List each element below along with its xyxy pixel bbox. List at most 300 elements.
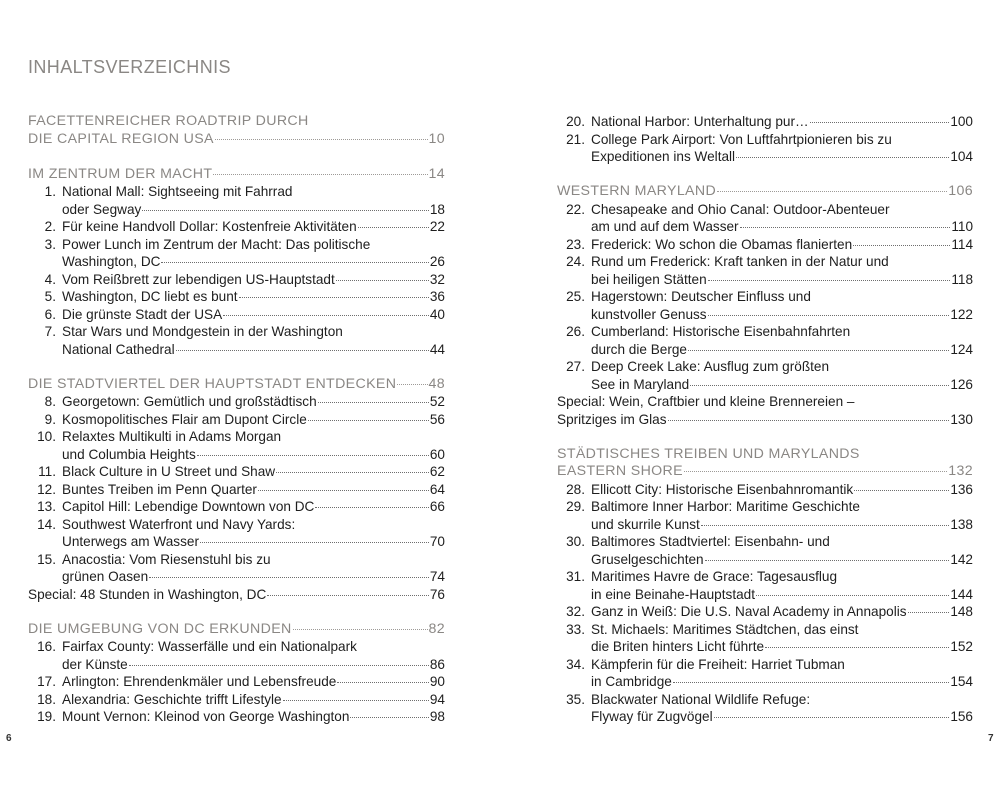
- toc-line: [28, 271, 445, 289]
- toc-line: [28, 586, 445, 604]
- toc-entry-number: 31.: [566, 569, 585, 584]
- toc-entry[interactable]: [28, 306, 445, 324]
- toc-entry[interactable]: [28, 498, 445, 516]
- toc-line: [28, 113, 445, 131]
- toc-line: [28, 638, 445, 656]
- page-number-right: 7: [988, 733, 994, 744]
- toc-line: [28, 411, 445, 429]
- toc-line: [28, 253, 445, 271]
- dot-leader: [397, 384, 427, 385]
- toc-entry-number: 23.: [566, 236, 585, 252]
- toc-page-number: 90: [429, 674, 445, 689]
- dot-leader: [129, 665, 429, 666]
- toc-line: [557, 481, 973, 499]
- toc-entry[interactable]: [28, 551, 445, 586]
- dot-leader: [701, 525, 950, 526]
- dot-leader: [161, 262, 428, 263]
- toc-line: [557, 446, 973, 464]
- toc-entry-title: Washington, DC liebt es bunt: [62, 289, 238, 304]
- toc-entry-title: Kämpferin für die Freiheit: Harriet Tubman: [591, 656, 845, 672]
- toc-page-number: 44: [429, 341, 445, 357]
- toc-line: [28, 166, 445, 184]
- toc-line: [28, 236, 445, 254]
- toc-entry-number: 14.: [37, 516, 56, 532]
- toc-page-number: 110: [951, 219, 973, 234]
- dot-leader: [684, 471, 947, 472]
- dot-leader: [350, 717, 428, 718]
- toc-entry-title: Capitol Hill: Lebendige Downtown von DC: [62, 499, 315, 514]
- toc-entry[interactable]: [557, 288, 973, 323]
- toc-entry-title: Buntes Treiben im Penn Quarter: [62, 481, 257, 497]
- toc-entry[interactable]: [557, 131, 973, 166]
- toc-entry-title: Rund um Frederick: Kraft tanken in der Natur und: [591, 254, 889, 269]
- toc-page-number: 62: [429, 464, 445, 479]
- toc-page-number: 126: [950, 376, 973, 392]
- toc-line: [28, 323, 445, 341]
- toc-entry[interactable]: [557, 621, 973, 656]
- toc-entry[interactable]: [557, 498, 973, 533]
- toc-entry-title: Deep Creek Lake: Ausflug zum größten: [591, 359, 830, 374]
- toc-entry-number: 7.: [44, 324, 56, 339]
- toc-entry-title: und Columbia Heights: [62, 446, 196, 462]
- toc-special-entry[interactable]: [28, 586, 445, 604]
- toc-entry-number: 26.: [566, 324, 585, 339]
- toc-entry-title: See in Maryland: [591, 376, 690, 392]
- toc-entry-title: STÄDTISCHES TREIBEN UND MARYLANDS: [557, 445, 860, 462]
- dot-leader: [276, 472, 429, 473]
- toc-entry-title: Cumberland: Historische Eisenbahnfahrten: [591, 324, 851, 339]
- dot-leader: [337, 682, 429, 683]
- toc-page-number: 130: [950, 411, 973, 427]
- toc-entry-title: Vom Reißbrett zur lebendigen US-Hauptstadt: [62, 271, 335, 287]
- toc-page-number: 18: [429, 201, 445, 217]
- toc-line: [557, 708, 973, 726]
- toc-entry-number: 12.: [37, 481, 56, 497]
- toc-entry-title: Für keine Handvoll Dollar: Kostenfreie Aktivitäten: [62, 219, 357, 234]
- toc-line: [28, 218, 445, 236]
- toc-entry-title: Arlington: Ehrendenkmäler und Lebensfreude: [62, 674, 337, 689]
- toc-entry-number: 16.: [37, 639, 56, 654]
- toc-entry-title: am und auf dem Wasser: [591, 219, 739, 234]
- toc-group: [557, 113, 973, 166]
- toc-line: [557, 516, 973, 534]
- toc-page-number: 136: [950, 481, 973, 497]
- toc-line: [557, 288, 973, 306]
- dot-leader: [223, 315, 429, 316]
- toc-entry[interactable]: [557, 323, 973, 358]
- dot-leader: [293, 629, 428, 630]
- dot-leader: [740, 227, 951, 228]
- toc-page-number: 70: [429, 534, 445, 549]
- dot-leader: [267, 595, 429, 596]
- toc-entry-number: 35.: [566, 691, 585, 707]
- toc-line: [28, 551, 445, 569]
- toc-entry-title: bei heiligen Stätten: [591, 271, 707, 287]
- toc-entry-number: 20.: [566, 114, 585, 129]
- toc-entry-title: Mount Vernon: Kleinod von George Washington: [62, 709, 350, 724]
- toc-page-number: 76: [429, 586, 445, 602]
- toc-entry-title: FACETTENREICHER ROADTRIP DURCH: [28, 113, 309, 129]
- toc-entry-number: 21.: [566, 131, 585, 147]
- toc-entry-number: 19.: [37, 709, 56, 724]
- toc-entry-title: DIE STADTVIERTEL DER HAUPTSTADT ENTDECKEN: [28, 375, 397, 392]
- dot-leader: [149, 577, 429, 578]
- toc-page-number: 22: [429, 219, 445, 234]
- dot-leader: [283, 700, 429, 701]
- toc-page-number: 152: [950, 639, 973, 654]
- toc-entry-title: Southwest Waterfront und Navy Yards:: [62, 516, 296, 532]
- toc-page-number: 124: [950, 341, 973, 357]
- toc-entry[interactable]: [557, 358, 973, 393]
- toc-line: [557, 323, 973, 341]
- toc-entry[interactable]: [28, 288, 445, 306]
- toc-entry-number: 10.: [37, 429, 56, 444]
- toc-page-number: 64: [429, 481, 445, 497]
- toc-line: [28, 446, 445, 464]
- toc-page-number: 14: [428, 165, 445, 182]
- dot-leader: [315, 507, 429, 508]
- toc-entry-title: Anacostia: Vom Riesenstuhl bis zu: [62, 551, 271, 567]
- toc-group: [557, 183, 973, 428]
- toc-section-heading[interactable]: [28, 621, 445, 639]
- toc-entry-title: die Briten hinters Licht führte: [591, 639, 765, 654]
- toc-page-number: 32: [429, 271, 445, 287]
- toc-entry-title: Gruselgeschichten: [591, 551, 704, 567]
- dot-leader: [215, 139, 428, 140]
- toc-entry-number: 8.: [44, 394, 56, 409]
- toc-entry-number: 22.: [566, 201, 585, 217]
- dot-leader: [690, 385, 949, 386]
- dot-leader: [258, 490, 429, 491]
- toc-line: [28, 708, 445, 726]
- toc-line: [28, 376, 445, 394]
- toc-entry-title: Alexandria: Geschichte trifft Lifestyle: [62, 691, 282, 707]
- dot-leader: [765, 647, 949, 648]
- dot-leader: [810, 122, 950, 123]
- toc-entry[interactable]: [28, 218, 445, 236]
- toc-entry-number: 18.: [37, 691, 56, 707]
- dot-leader: [673, 682, 949, 683]
- dot-leader: [336, 280, 429, 281]
- toc-entry-title: Special: Wein, Craftbier und kleine Brennereien –: [557, 394, 855, 409]
- toc-entry-number: 3.: [44, 236, 56, 252]
- toc-line: [28, 288, 445, 306]
- toc-section-heading[interactable]: [557, 446, 973, 481]
- toc-line: [557, 253, 973, 271]
- toc-section-heading[interactable]: [28, 376, 445, 394]
- dot-leader: [239, 297, 429, 298]
- toc-page-number: 122: [950, 306, 973, 322]
- toc-entry-title: Power Lunch im Zentrum der Macht: Das politische: [62, 236, 371, 252]
- toc-group: [28, 113, 445, 148]
- toc-line: [28, 656, 445, 674]
- toc-page-number: 10: [428, 130, 445, 147]
- toc-entry-number: 27.: [566, 359, 585, 374]
- toc-line: [557, 691, 973, 709]
- toc-entry[interactable]: [557, 113, 973, 131]
- toc-line: [28, 306, 445, 324]
- toc-entry-title: College Park Airport: Von Luftfahrtpionieren bis zu: [591, 131, 892, 147]
- toc-page-number: 148: [950, 604, 973, 619]
- toc-entry-title: in Cambridge: [591, 674, 672, 689]
- toc-line: [557, 393, 973, 411]
- toc-entry[interactable]: [557, 253, 973, 288]
- toc-entry-title: Unterwegs am Wasser: [62, 534, 199, 549]
- toc-entry-title: der Künste: [62, 656, 128, 672]
- toc-section-heading[interactable]: [28, 166, 445, 184]
- toc-entry-title: National Harbor: Unterhaltung pur…: [591, 114, 809, 129]
- toc-line: [557, 656, 973, 674]
- toc-page-number: 118: [951, 271, 973, 287]
- toc-page-number: 52: [429, 394, 445, 409]
- toc-page-number: 60: [429, 446, 445, 462]
- dot-leader: [708, 280, 951, 281]
- toc-line: [557, 218, 973, 236]
- toc-entry-number: 25.: [566, 289, 585, 304]
- toc-line: [28, 201, 445, 219]
- toc-entry-title: WESTERN MARYLAND: [557, 183, 717, 199]
- toc-page-number: 98: [429, 709, 445, 724]
- dot-leader: [213, 174, 427, 175]
- toc-entry[interactable]: [28, 708, 445, 726]
- dot-leader: [756, 595, 949, 596]
- toc-entry[interactable]: [28, 393, 445, 411]
- toc-page-number: 156: [950, 709, 973, 724]
- toc-entry[interactable]: [28, 638, 445, 673]
- toc-entry-number: 5.: [44, 289, 56, 304]
- dot-leader: [717, 191, 947, 192]
- toc-entry[interactable]: [28, 673, 445, 691]
- toc-entry-title: Georgetown: Gemütlich und großstädtisch: [62, 394, 317, 409]
- toc-entry-number: 32.: [566, 604, 585, 619]
- toc-entry-number: 30.: [566, 534, 585, 549]
- toc-line: [28, 481, 445, 499]
- toc-line: [557, 411, 973, 429]
- toc-entry-title: National Cathedral: [62, 341, 175, 357]
- toc-entry-title: und skurrile Kunst: [591, 516, 700, 532]
- toc-group: [28, 621, 445, 726]
- toc-entry-title: Spritziges im Glas: [557, 411, 667, 427]
- toc-entry-title: Expeditionen ins Weltall: [591, 149, 736, 164]
- toc-line: [557, 638, 973, 656]
- dot-leader: [200, 542, 429, 543]
- toc-page-number: 114: [951, 236, 973, 252]
- toc-line: [28, 568, 445, 586]
- toc-entry-number: 24.: [566, 254, 585, 269]
- toc-entry-number: 17.: [37, 674, 56, 689]
- dot-leader: [308, 420, 429, 421]
- toc-entry-title: Ellicott City: Historische Eisenbahnromantik: [591, 481, 854, 497]
- toc-line: [28, 516, 445, 534]
- toc-page-number: 82: [428, 620, 445, 637]
- toc-line: [28, 621, 445, 639]
- dot-leader: [197, 455, 429, 456]
- toc-entry-title: DIE CAPITAL REGION USA: [28, 130, 214, 147]
- toc-entry-title: Ganz in Weiß: Die U.S. Naval Academy in Annapolis: [591, 604, 907, 619]
- toc-entry-title: Hagerstown: Deutscher Einfluss und: [591, 289, 811, 304]
- toc-entry-title: Blackwater National Wildlife Refuge:: [591, 691, 811, 707]
- toc-line: [557, 358, 973, 376]
- toc-entry-title: in eine Beinahe-Hauptstadt: [591, 586, 755, 602]
- toc-entry-title: Kosmopolitisches Flair am Dupont Circle: [62, 411, 307, 427]
- toc-line: [28, 131, 445, 149]
- toc-entry[interactable]: [557, 533, 973, 568]
- toc-entry-title: Black Culture in U Street und Shaw: [62, 464, 276, 479]
- toc-entry-title: Frederick: Wo schon die Obamas flanierten: [591, 236, 853, 252]
- toc-entry-title: Baltimores Stadtviertel: Eisenbahn- und: [591, 534, 830, 549]
- toc-entry[interactable]: [28, 463, 445, 481]
- toc-entry-number: 29.: [566, 499, 585, 514]
- toc-line: [557, 271, 973, 289]
- toc-entry-title: National Mall: Sightseeing mit Fahrrad: [62, 184, 293, 199]
- toc-line: [557, 673, 973, 691]
- toc-page-number: 144: [950, 586, 973, 602]
- toc-line: [557, 463, 973, 481]
- page-number-left: 6: [6, 733, 12, 744]
- toc-entry[interactable]: [557, 201, 973, 236]
- toc-entry-title: DIE UMGEBUNG VON DC ERKUNDEN: [28, 620, 292, 637]
- toc-line: [557, 148, 973, 166]
- toc-entry[interactable]: [28, 428, 445, 463]
- toc-section-heading[interactable]: [557, 183, 973, 201]
- toc-line: [557, 621, 973, 639]
- dot-leader: [142, 210, 429, 211]
- toc-group: [28, 376, 445, 604]
- toc-entry-title: Baltimore Inner Harbor: Maritime Geschichte: [591, 499, 860, 514]
- dot-leader: [358, 227, 429, 228]
- toc-page-number: 26: [429, 254, 445, 269]
- toc-entry-number: 13.: [37, 499, 56, 514]
- toc-entry[interactable]: [557, 568, 973, 603]
- toc-page-number: 104: [950, 149, 973, 164]
- toc-entry-number: 2.: [44, 219, 56, 234]
- dot-leader: [688, 350, 949, 351]
- toc-entry-title: EASTERN SHORE: [557, 463, 683, 479]
- toc-entry-title: Star Wars und Mondgestein in der Washington: [62, 324, 343, 339]
- toc-entry-title: St. Michaels: Maritimes Städtchen, das einst: [591, 621, 859, 637]
- toc-entry[interactable]: [28, 481, 445, 499]
- toc-line: [557, 113, 973, 131]
- toc-page-number: 132: [948, 463, 973, 479]
- toc-entry[interactable]: [28, 411, 445, 429]
- toc-section-heading[interactable]: [28, 113, 445, 148]
- toc-entry-number: 15.: [37, 551, 56, 567]
- toc-line: [557, 568, 973, 586]
- toc-entry[interactable]: [557, 481, 973, 499]
- dot-leader: [668, 420, 950, 421]
- toc-entry-title: Washington, DC: [62, 254, 161, 269]
- toc-entry-title: Chesapeake and Ohio Canal: Outdoor-Abenteuer: [591, 201, 890, 217]
- toc-group: [557, 446, 973, 726]
- toc-entry[interactable]: [557, 236, 973, 254]
- toc-line: [557, 201, 973, 219]
- toc-special-entry[interactable]: [557, 393, 973, 428]
- toc-line: [557, 376, 973, 394]
- toc-page-number: 106: [948, 183, 973, 199]
- toc-page-number: 36: [429, 289, 445, 304]
- toc-page-number: 100: [950, 114, 973, 129]
- toc-entry-number: 34.: [566, 656, 585, 672]
- toc-line: [557, 551, 973, 569]
- toc-entry[interactable]: [28, 271, 445, 289]
- toc-line: [28, 673, 445, 691]
- toc-line: [557, 236, 973, 254]
- toc-line: [28, 691, 445, 709]
- toc-page-number: 56: [429, 411, 445, 427]
- toc-entry-title: oder Segway: [62, 201, 142, 217]
- toc-entry-title: Special: 48 Stunden in Washington, DC: [28, 586, 267, 602]
- toc-entry-title: durch die Berge: [591, 341, 687, 357]
- toc-line: [28, 183, 445, 201]
- toc-page-number: 66: [429, 499, 445, 514]
- toc-entry-number: 11.: [38, 464, 56, 479]
- toc-line: [28, 463, 445, 481]
- toc-entry-title: Relaxtes Multikulti in Adams Morgan: [62, 429, 282, 444]
- dot-leader: [736, 157, 949, 158]
- toc-page-number: 40: [429, 306, 445, 322]
- toc-entry[interactable]: [28, 691, 445, 709]
- toc-line: [557, 183, 973, 201]
- toc-line: [557, 498, 973, 516]
- toc-line: [28, 498, 445, 516]
- toc-entry[interactable]: [28, 183, 445, 218]
- toc-entry[interactable]: [557, 691, 973, 726]
- dot-leader: [708, 315, 950, 316]
- toc-page-number: 138: [950, 516, 973, 532]
- dot-leader: [854, 490, 949, 491]
- dot-leader: [176, 350, 429, 351]
- toc-entry-title: Die grünste Stadt der USA: [62, 306, 223, 322]
- toc-entry[interactable]: [557, 603, 973, 621]
- toc-entry-number: 9.: [44, 411, 56, 427]
- toc-left-column: [28, 113, 445, 743]
- toc-page-number: 94: [429, 691, 445, 707]
- toc-line: [557, 306, 973, 324]
- toc-entry[interactable]: [28, 516, 445, 551]
- toc-page-number: 142: [950, 551, 973, 567]
- dot-leader: [853, 245, 950, 246]
- dot-leader: [908, 612, 950, 613]
- toc-line: [557, 533, 973, 551]
- toc-line: [557, 603, 973, 621]
- toc-page-number: 154: [950, 674, 973, 689]
- toc-entry-number: 33.: [566, 621, 585, 637]
- toc-page-number: 74: [429, 569, 445, 584]
- dot-leader: [318, 402, 429, 403]
- toc-group: [28, 166, 445, 359]
- toc-entry-number: 28.: [566, 481, 585, 497]
- dot-leader: [714, 717, 950, 718]
- toc-right-column: [557, 113, 973, 743]
- toc-entry-title: grünen Oasen: [62, 569, 149, 584]
- toc-entry-number: 4.: [44, 271, 56, 287]
- page-title: INHALTSVERZEICHNIS: [28, 57, 231, 77]
- toc-line: [28, 341, 445, 359]
- toc-entry[interactable]: [557, 656, 973, 691]
- toc-entry-title: IM ZENTRUM DER MACHT: [28, 165, 213, 182]
- toc-entry-title: Flyway für Zugvögel: [591, 709, 713, 724]
- toc-line: [557, 341, 973, 359]
- toc-entry-title: Maritimes Havre de Grace: Tagesausflug: [591, 569, 838, 584]
- toc-line: [28, 533, 445, 551]
- toc-entry[interactable]: [28, 323, 445, 358]
- toc-entry-number: 6.: [44, 306, 56, 322]
- toc-entry[interactable]: [28, 236, 445, 271]
- toc-line: [557, 586, 973, 604]
- toc-line: [28, 428, 445, 446]
- toc-entry-title: Fairfax County: Wasserfälle und ein Nationalpark: [62, 639, 357, 654]
- toc-entry-title: kunstvoller Genuss: [591, 306, 707, 322]
